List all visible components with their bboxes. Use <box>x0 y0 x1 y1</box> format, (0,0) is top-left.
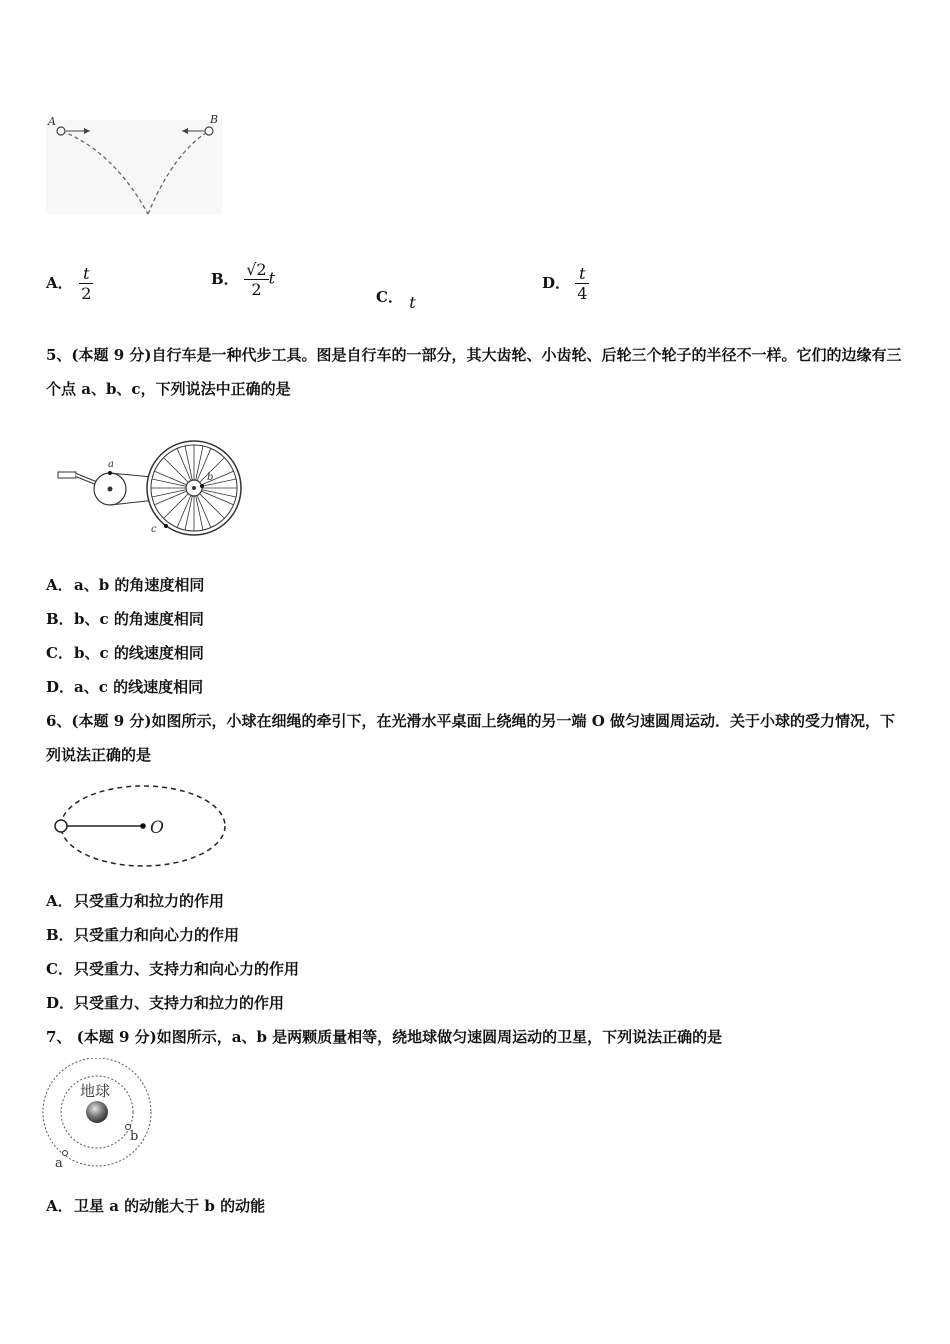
q5-option-b[interactable]: B．b、c 的角速度相同 <box>46 610 204 628</box>
label-b: b <box>207 472 214 483</box>
fraction: $\frac{t}{4}$ <box>577 264 588 303</box>
ball-b <box>205 127 213 135</box>
q4-option-c[interactable]: C． t <box>376 288 416 312</box>
earth-label: 地球 <box>80 1082 111 1100</box>
q4-trajectory-figure <box>44 112 234 222</box>
q6-circular-motion-figure <box>48 782 234 872</box>
q6-option-a[interactable]: A．只受重力和拉力的作用 <box>46 892 225 910</box>
q6-option-b[interactable]: B．只受重力和向心力的作用 <box>46 926 240 944</box>
q5-bicycle-figure <box>56 434 256 540</box>
q7-satellite-figure <box>40 1058 158 1172</box>
label-a: A <box>48 115 56 128</box>
label-c: c <box>151 524 157 535</box>
q7-stem: 7、 (本题 9 分)如图所示，a、b 是两颗质量相等，绕地球做匀速圆周运动的卫星，下列说法正确的是 <box>46 1028 723 1046</box>
q4-option-d[interactable]: D． $\frac{t}{4}$ <box>542 264 588 303</box>
q4-option-b[interactable]: B． $\frac{√2}{2}$ t <box>211 260 276 299</box>
point-a <box>108 471 112 475</box>
label-b: B <box>210 113 219 126</box>
fraction: $\frac{t}{2}$ <box>81 264 92 303</box>
earth <box>86 1101 108 1123</box>
label-a: a <box>55 1156 63 1171</box>
q5-option-d[interactable]: D．a、c 的线速度相同 <box>46 678 204 696</box>
q5-option-a[interactable]: A．a、b 的角速度相同 <box>46 576 205 594</box>
center-o <box>140 823 146 829</box>
ball <box>55 820 67 832</box>
satellite-a <box>63 1151 68 1156</box>
point-c <box>164 524 168 528</box>
label-a: a <box>108 459 114 470</box>
pedal <box>58 472 76 478</box>
point-b <box>200 484 204 488</box>
q6-option-c[interactable]: C．只受重力、支持力和向心力的作用 <box>46 960 300 978</box>
q6-stem: 6、(本题 9 分)如图所示，小球在细绳的牵引下，在光滑水平桌面上绕绳的另一端 O 做匀速圆周运动．关于小球的受力情况，下列说法正确的是 <box>46 712 896 764</box>
label-o: O <box>150 818 164 838</box>
ball-a <box>57 127 65 135</box>
q6-option-d[interactable]: D．只受重力、支持力和拉力的作用 <box>46 994 285 1012</box>
q4-option-a[interactable]: A． $\frac{t}{2}$ <box>46 264 92 303</box>
q5-option-c[interactable]: C．b、c 的线速度相同 <box>46 644 204 662</box>
q5-stem: 5、(本题 9 分)自行车是一种代步工具。图是自行车的一部分，其大齿轮、小齿轮、后轮三个轮子的半径不一样。它们的边缘有三个点 a、b、c，下列说法中正确的是 <box>46 346 902 398</box>
q7-option-a[interactable]: A．卫星 a 的动能大于 b 的动能 <box>46 1197 266 1215</box>
fraction: $\frac{√2}{2}$ <box>246 260 267 299</box>
label-b: b <box>130 1129 139 1144</box>
